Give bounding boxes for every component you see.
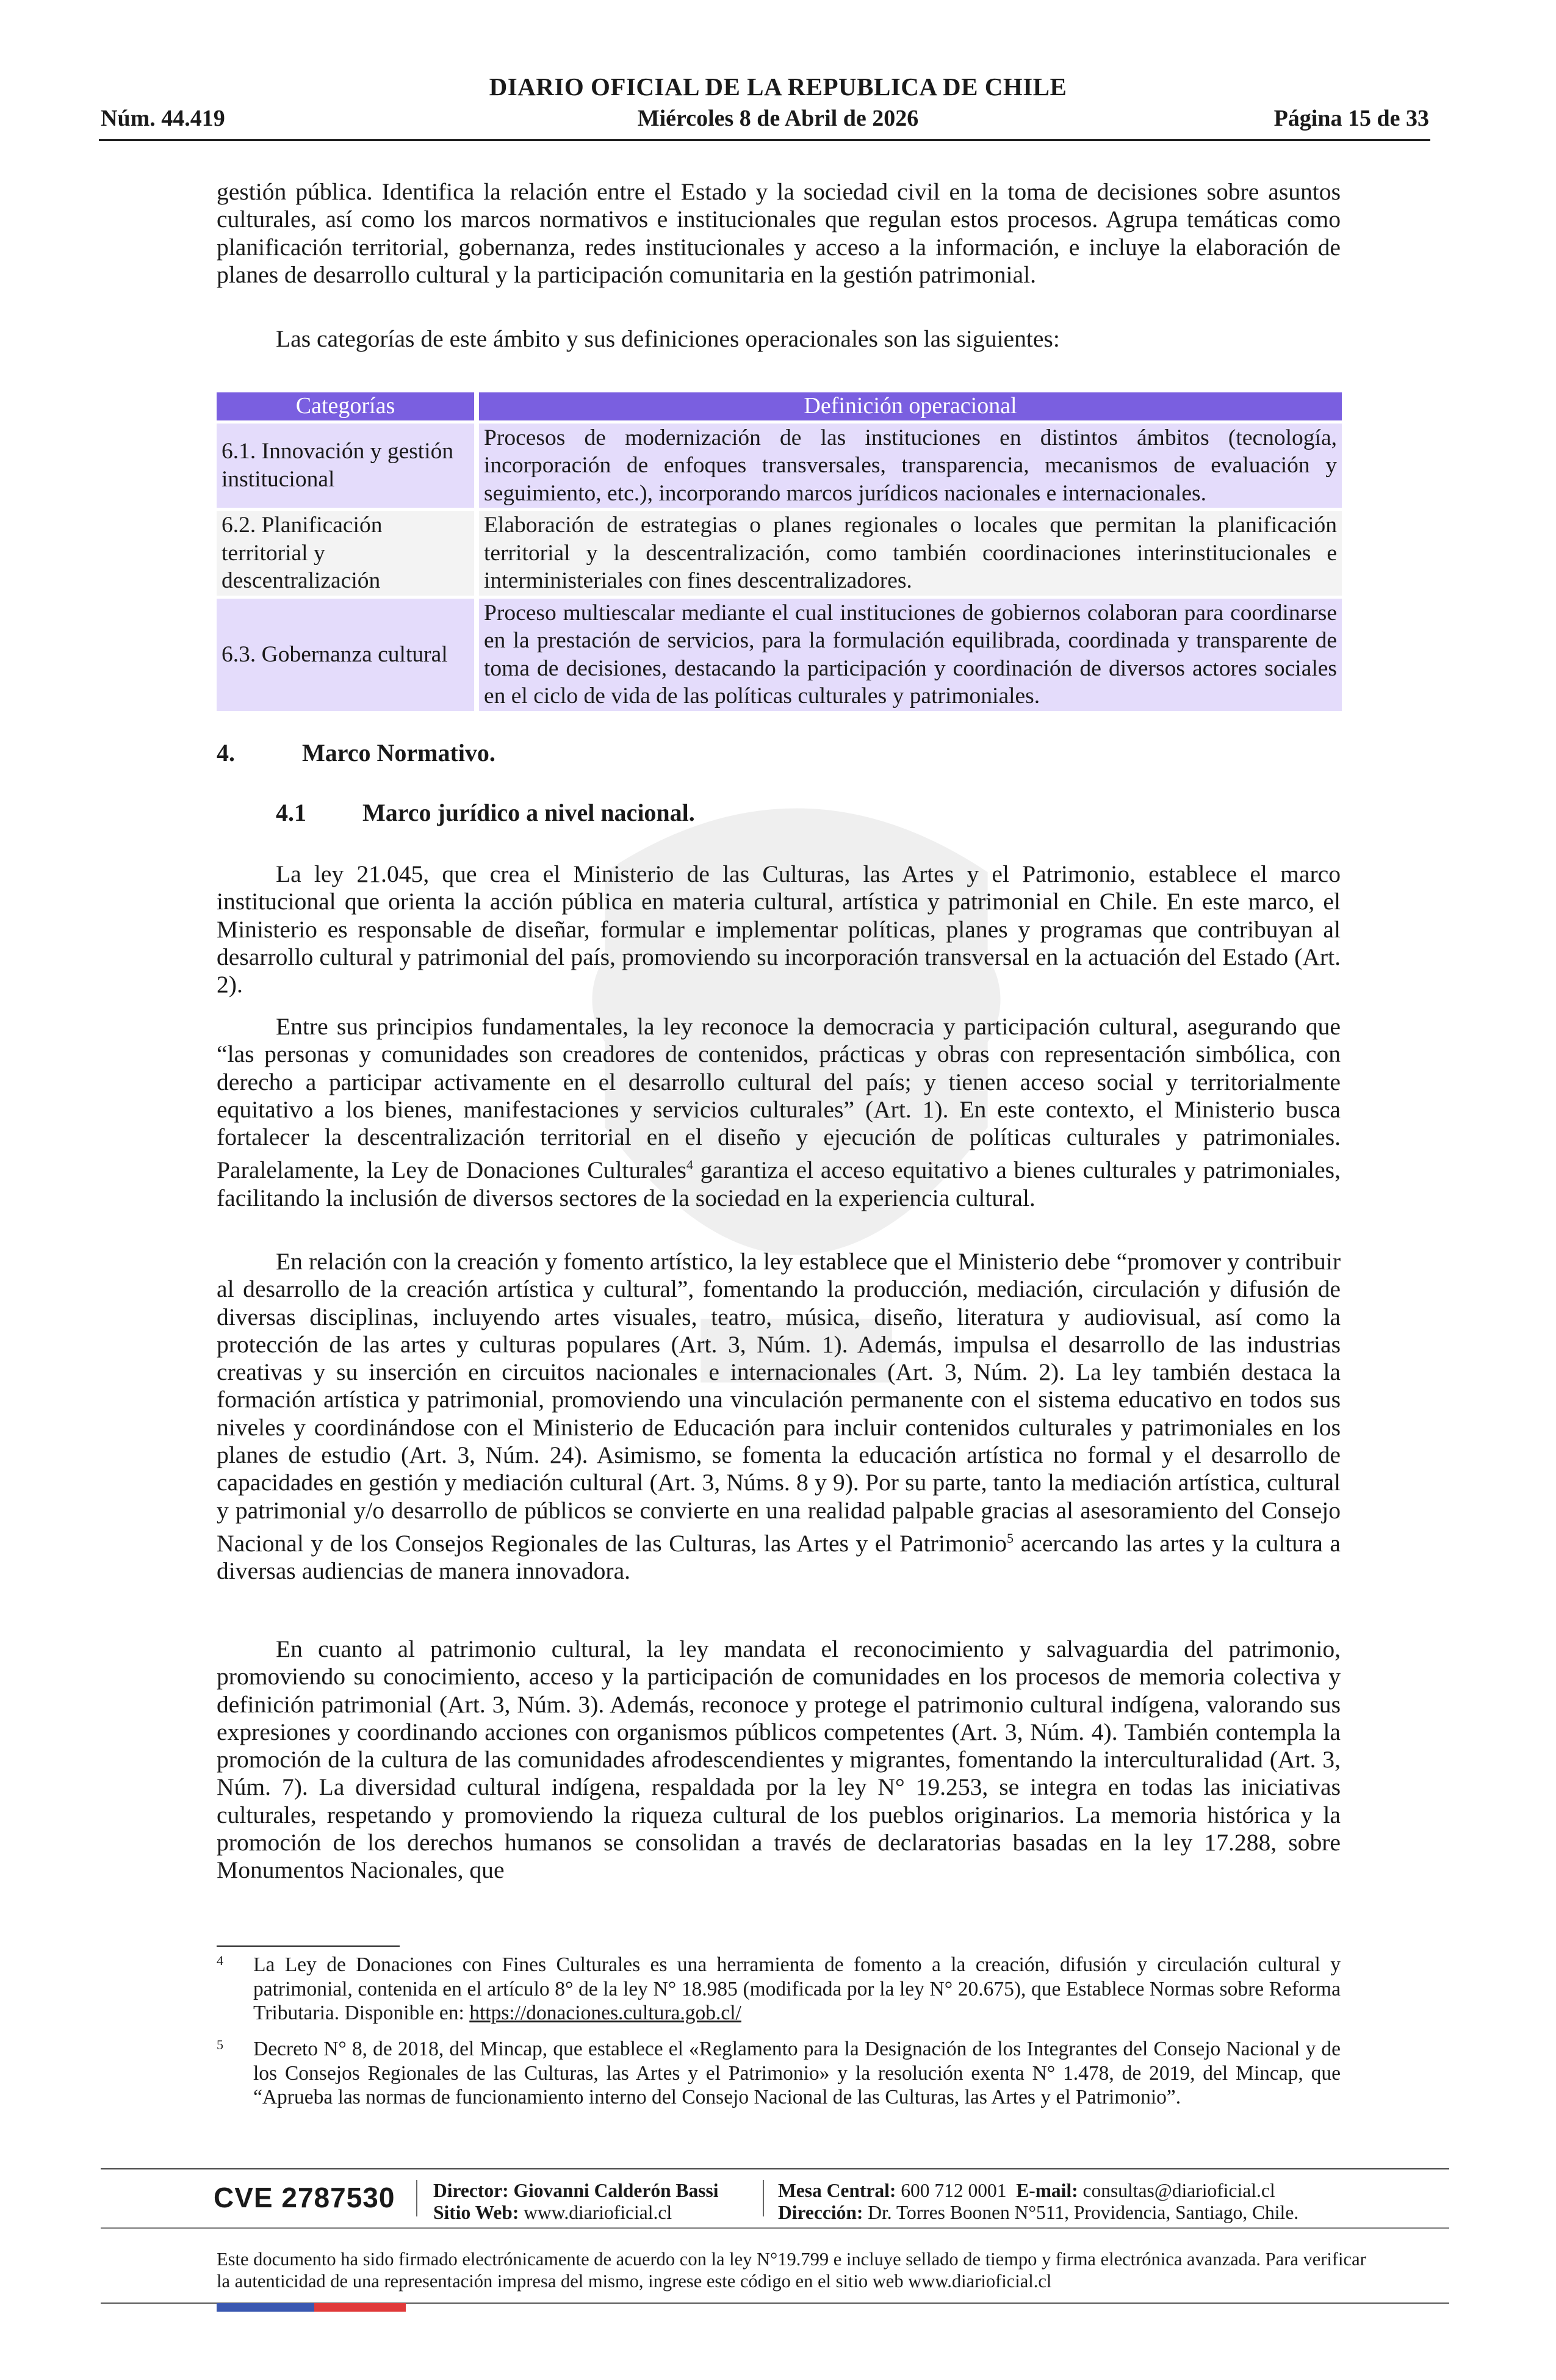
footnote-5: Decreto N° 8, de 2018, del Mincap, que establece el «Reglamento para la Designación de los Integrantes del Consejo Nacional y de los Consejos Regionales de las Culturas, las Artes y el Patrimonio» y la resolución exenta N° 1.478, de 2019, del Mincap, que “Aprueba las normas de funcionamiento interno del Consejo Nacional de las Culturas, las Artes y el Patrimonio”. [253, 2038, 1341, 2108]
footnote-ref-5[interactable]: 5 [1006, 1530, 1014, 1546]
footnote-mark: 4 [217, 1953, 223, 1968]
table-header-definition: Definición operacional [474, 392, 1342, 420]
footer-director-block [433, 2180, 719, 2224]
body-paragraph-1: La ley 21.045, que crea el Ministerio de las Culturas, las Artes y el Patrimonio, establece el marco institucional que orienta la acción pública en materia cultural, artística y patrimonial en Chile. En este marco, el Ministerio es responsable de diseñar, formular e implementar políticas, planes y programas que contribuyan al desarrollo cultural y patrimonial del país, promoviendo su incorporación transversal en la actuación del Estado (Art. 2). [217, 860, 1341, 998]
email-label: E-mail: [1016, 2180, 1078, 2201]
director-line [433, 2180, 719, 2202]
site-label: Sitio Web: [433, 2202, 519, 2223]
issue-number: Núm. 44.419 [101, 106, 225, 131]
body-paragraph-3 [217, 1248, 1341, 1585]
footer-separator [763, 2180, 764, 2216]
footnote-4 [253, 1953, 1341, 2025]
section-heading-4 [217, 738, 495, 767]
paragraph-text: En relación con la creación y fomento artístico, la ley establece que el Ministerio debe “promover y contribuir al desarrollo de la creación artística y cultural”, fomentando la producción, mediación, circulación y difusión de diversas disciplinas, incluyendo artes visuales, teatro, música, diseño, literatura y audiovisual, así como la protección de las artes y culturas populares (Art. 3, Núm. 1). Además, impulsa el desarrollo de las industrias creativas y su inserción en circuitos nacionales e internacionales (Art. 3, Núm. 2). La ley también destaca la formación artística y patrimonial, promoviendo una vinculación permanente con el sistema educativo en todos sus niveles y coordinándose con el Ministerio de Educación para incluir contenidos culturales y patrimoniales en los planes de estudio (Art. 3, Núm. 24). Asimismo, se fomenta la educación artística no formal y el desarrollo de capacidades en gestión y mediación cultural (Art. 3, Núms. 8 y 9). Por su parte, tanto la mediación artística, cultural y patrimonial y/o desarrollo de públicos se convierte en una realidad palpable gracias al asesoramiento del Consejo Nacional y de los Consejos Regionales de las Culturas, las Artes y el Patrimonio [217, 1248, 1341, 1557]
table-row [217, 599, 1342, 711]
table-row [217, 424, 1342, 508]
section-title: Marco Normativo. [302, 739, 495, 766]
footer-contact-block [778, 2180, 1298, 2224]
table-cell-definition: Proceso multiescalar mediante el cual instituciones de gobiernos colaboran para coordinarse en la prestación de servicios, para la formulación equilibrada, coordinada y transparente de toma de decisiones, destacando la participación y coordinación de diversos actores sociales en el ciclo de vida de las políticas culturales y patrimoniales. [474, 599, 1342, 711]
mesa-phone: 600 712 0001 [901, 2180, 1007, 2201]
body-paragraph-4: En cuanto al patrimonio cultural, la ley mandata el reconocimiento y salvaguardia del patrimonio, promoviendo su conocimiento, acceso y la participación de comunidades en los procesos de memoria colectiva y definición patrimonial (Art. 3, Núm. 3). Además, reconoce y protege el patrimonio cultural indígena, valorando sus expresiones y coordinando acciones con organismos públicos competentes (Art. 3, Núm. 4). También contempla la promoción de la cultura de las comunidades afrodescendientes y migrantes, fomentando la interculturalidad (Art. 3, Núm. 7). La diversidad cultural indígena, respaldada por la ley N° 19.253, se integra en todas las iniciativas culturales, respetando y promoviendo la riqueza cultural de los pueblos originarios. La memoria histórica y la promoción de los derechos humanos se consolidan a través de declaratorias basadas en la ley 17.288, sobre Monumentos Nacionales, que [217, 1635, 1341, 1884]
table-header-row [217, 392, 1342, 420]
footnote-ref-4[interactable]: 4 [686, 1157, 693, 1173]
table-cell-definition: Elaboración de estrategias o planes regionales o locales que permitan la planificación territorial y la descentralización, como también coordinaciones interinstitucionales e interministeriales con fines descentralizadores. [474, 511, 1342, 596]
footer-divider-top [101, 2168, 1449, 2169]
email-link[interactable]: consultas@diarioficial.cl [1082, 2180, 1275, 2201]
director-name: Giovanni Calderón Bassi [513, 2180, 719, 2201]
flag-stripe-red [314, 2303, 406, 2312]
table-cell-definition: Procesos de modernización de las instituciones en distintos ámbitos (tecnología, incorporación de enfoques transversales, transparencia, mecanismos de evaluación y seguimiento, etc.), incorporando marcos jurídicos nacionales e internacionales. [474, 424, 1342, 508]
contact-line [778, 2180, 1298, 2202]
footer-separator [416, 2180, 417, 2216]
footnote-divider [217, 1945, 400, 1947]
paragraph-text: acercando las artes y la cultura a diversas audiencias de manera innovadora. [217, 1530, 1341, 1585]
table-cell-category: 6.1. Innovación y gestión institucional [217, 424, 474, 508]
site-link[interactable]: www.diarioficial.cl [524, 2202, 672, 2223]
footnote-mark: 5 [217, 2037, 223, 2052]
paragraph-text: Entre sus principios fundamentales, la ley reconoce la democracia y participación cultural, asegurando que “las personas y comunidades son creadores de contenidos, prácticas y obras con representación simbólica, con derecho a participar activamente en el desarrollo cultural del país; y tienen acceso social y territorialmente equitativo a los bienes, manifestaciones y servicios culturales” (Art. 1). En este contexto, el Ministerio busca fortalecer la descentralización territorial en el diseño y ejecución de políticas culturales y patrimoniales. Paralelamente, la Ley de Donaciones Culturales [217, 1013, 1341, 1184]
page-number: Página 15 de 33 [1273, 106, 1429, 131]
address-line [778, 2202, 1298, 2224]
donaciones-link[interactable]: https://donaciones.cultura.gob.cl/ [469, 2002, 741, 2024]
flag-stripe-blue [217, 2303, 314, 2312]
footer-divider-bottom [101, 2227, 1449, 2229]
footnote-text: La Ley de Donaciones con Fines Culturales es una herramienta de fomento a la creación, difusión y circulación cultural y patrimonial, contenida en el artículo 8° de la ley N° 18.985 (modificada por la ley N° 20.675), que Establece Normas sobre Reforma Tributaria. Disponible en: [253, 1953, 1341, 2024]
section-number: 4. [217, 739, 235, 766]
paragraph-text: garantiza el acceso equitativo a bienes culturales y patrimoniales, facilitando la inclusión de diversos sectores de la sociedad en la experiencia cultural. [217, 1156, 1341, 1211]
address-text: Dr. Torres Boonen N°511, Providencia, Santiago, Chile. [868, 2202, 1299, 2223]
section-heading-4-1 [276, 798, 695, 827]
newspaper-title: DIARIO OFICIAL DE LA REPUBLICA DE CHILE [489, 73, 1067, 101]
cve-code: CVE 2787530 [214, 2182, 395, 2213]
intro-paragraph-2: Las categorías de este ámbito y sus definiciones operacionales son las siguientes: [276, 325, 1060, 352]
table-cell-category: 6.3. Gobernanza cultural [217, 599, 474, 711]
address-label: Dirección: [778, 2202, 863, 2223]
site-line [433, 2202, 719, 2224]
mesa-label: Mesa Central: [778, 2180, 896, 2201]
table-header-categories: Categorías [217, 392, 474, 420]
header-divider [99, 139, 1430, 141]
legal-notice: Este documento ha sido firmado electrónicamente de acuerdo con la ley N°19.799 e incluye sellado de tiempo y firma electrónica avanzada. Para verificar la autenticidad de una representación impresa del mismo, ingrese este código en el sitio web www.diarioficial.cl [217, 2249, 1366, 2292]
categories-table [217, 389, 1342, 714]
table-row [217, 511, 1342, 596]
table-cell-category: 6.2. Planificación territorial y descentralización [217, 511, 474, 596]
issue-date: Miércoles 8 de Abril de 2026 [637, 106, 919, 131]
section-title: Marco jurídico a nivel nacional. [362, 799, 695, 826]
body-paragraph-2 [217, 1013, 1341, 1212]
intro-paragraph-1: gestión pública. Identifica la relación entre el Estado y la sociedad civil en la toma de decisiones sobre asuntos culturales, así como los marcos normativos e institucionales que regulan estos procesos. Agrupa temáticas como planificación territorial, gobernanza, redes institucionales y acceso a la información, e incluye la elaboración de planes de desarrollo cultural y la participación comunitaria en la gestión patrimonial. [217, 178, 1341, 288]
section-number: 4.1 [276, 799, 306, 826]
director-label: Director: [433, 2180, 509, 2201]
